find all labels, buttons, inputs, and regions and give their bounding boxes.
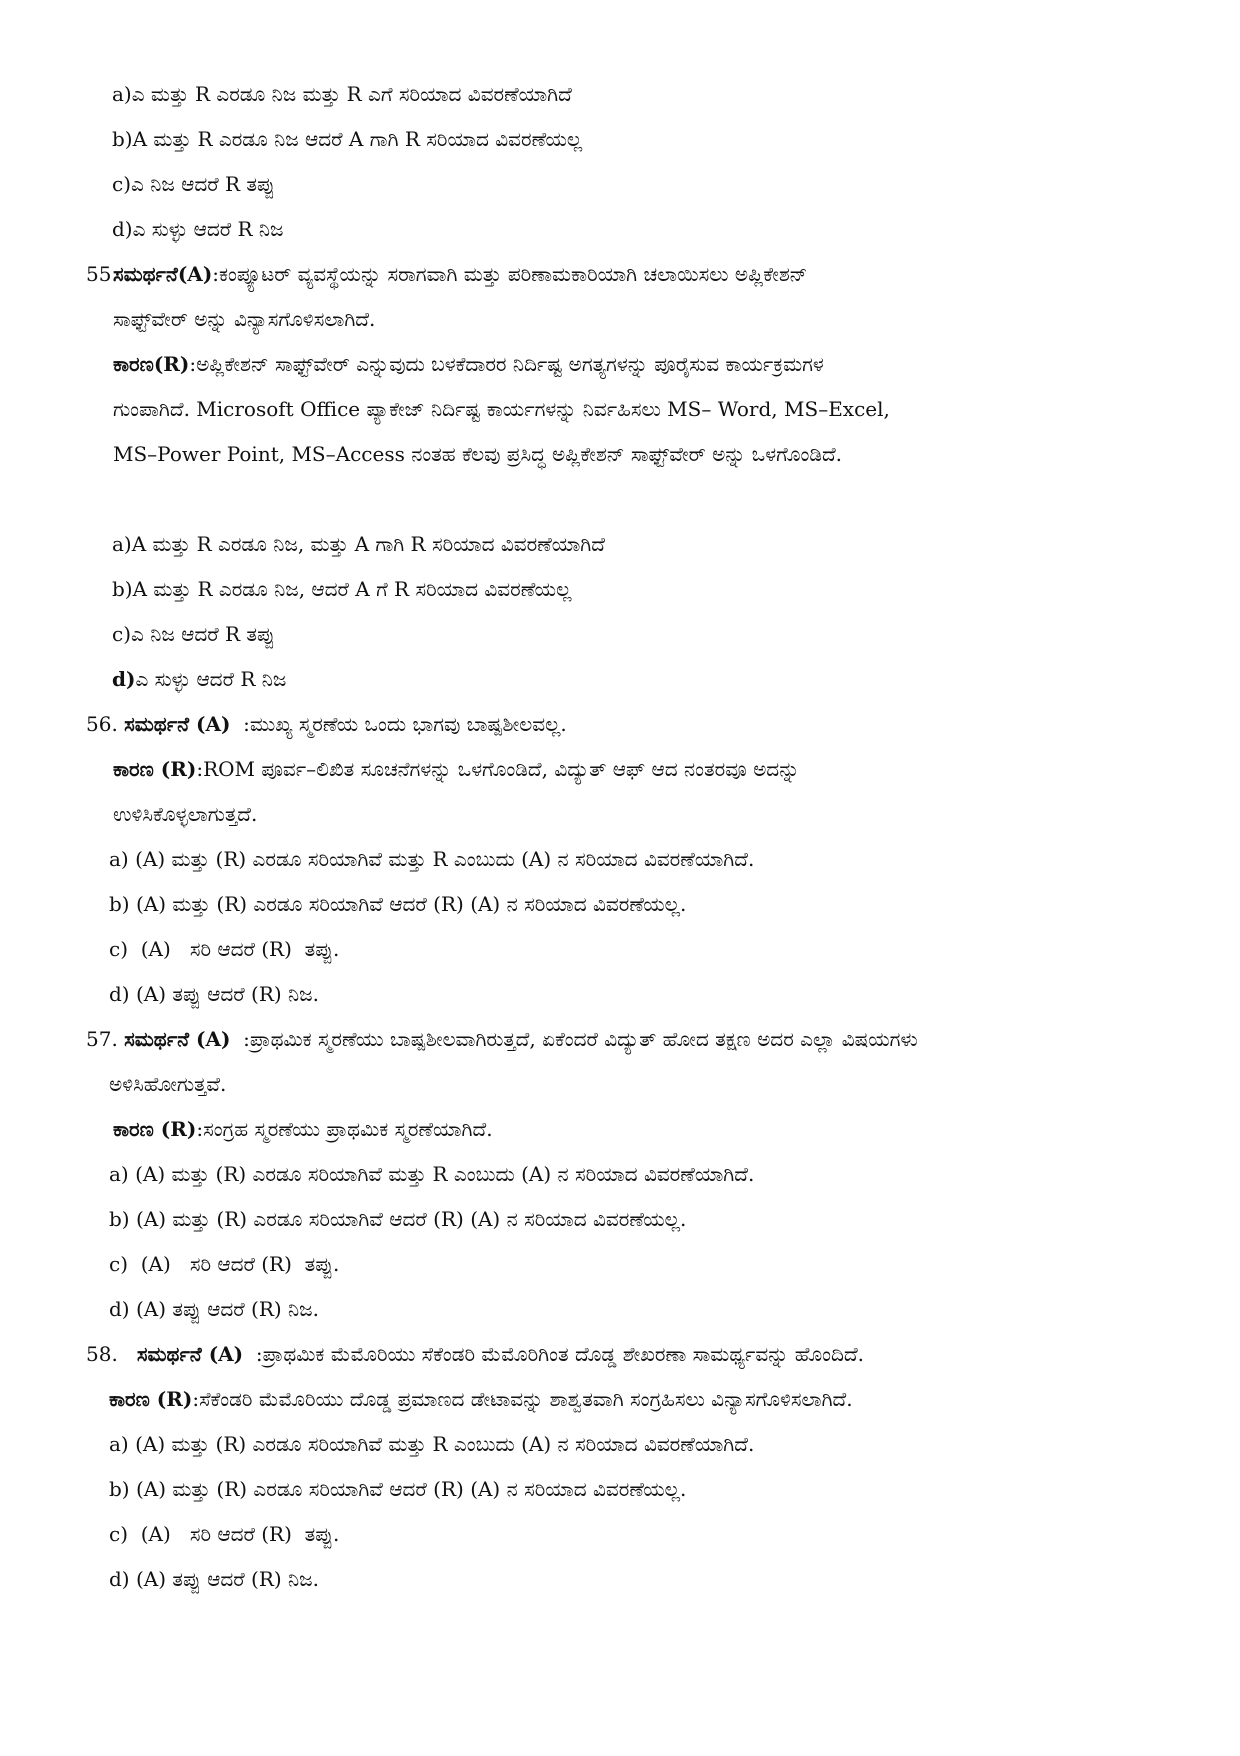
option-label: a) <box>109 1162 129 1186</box>
reason-text: :ಅಪ್ಲಿಕೇಶನ್ ಸಾಫ್ಟ್‌ವೇರ್ ಎನ್ನುವುದು ಬಳಕೆದಾರರ ನಿರ್ದಿಷ್ಟ ಅಗತ್ಯಗಳನ್ನು ಪೂರೈಸುವ ಕಾರ್ಯಕ್ರಮಗಳ <box>189 352 824 376</box>
option-a <box>0 1152 1240 1197</box>
option-a <box>0 522 1240 567</box>
assertion-text: :ಮುಖ್ಯ ಸ್ಮರಣೆಯ ಒಂದು ಭಾಗವು ಬಾಷ್ಪಶೀಲವಲ್ಲ. <box>230 712 567 736</box>
option-text: A ಮತ್ತು R ಎರಡೂ ನಿಜ, ಮತ್ತು A ಗಾಗಿ R ಸರಿಯಾದ ವಿವರಣೆಯಾಗಿದೆ <box>131 532 605 556</box>
option-label: c) <box>109 1252 129 1276</box>
option-label: c) <box>109 937 129 961</box>
blank-line <box>0 477 1240 522</box>
option-text: ಎ ಸುಳ್ಳು ಆದರೆ R ನಿಜ <box>135 667 287 691</box>
option-b <box>0 882 1240 927</box>
option-label: c) <box>112 172 132 196</box>
question-57-reason <box>0 1107 1240 1152</box>
assertion-text: :ಕಂಪ್ಯೂಟರ್ ವ್ಯವಸ್ಥೆಯನ್ನು ಸರಾಗವಾಗಿ ಮತ್ತು ಪರಿಣಾಮಕಾರಿಯಾಗಿ ಚಲಾಯಿಸಲು ಅಪ್ಲಿಕೇಶನ್ <box>212 262 808 286</box>
option-c <box>0 1242 1240 1287</box>
option-a <box>0 837 1240 882</box>
option-text: A ಮತ್ತು R ಎರಡೂ ನಿಜ, ಆದರೆ A ಗೆ R ಸರಿಯಾದ ವಿವರಣೆಯಲ್ಲ <box>132 577 572 601</box>
reason-label: ಕಾರಣ (R) <box>109 1387 193 1411</box>
option-a <box>0 1422 1240 1467</box>
option-text: (A) ತಪ್ಪು ಆದರೆ (R) ನಿಜ. <box>135 1297 319 1321</box>
reason-label: ಕಾರಣ (R) <box>113 757 197 781</box>
reason-text: :ಸೆಕೆಂಡರಿ ಮೆಮೊರಿಯು ದೊಡ್ಡ ಪ್ರಮಾಣದ ಡೇಟಾವನ್ನು ಶಾಶ್ವತವಾಗಿ ಸಂಗ್ರಹಿಸಲು ವಿನ್ಯಾಸಗೊಳಿಸಲಾಗಿದೆ. <box>192 1387 853 1411</box>
option-b <box>0 1197 1240 1242</box>
option-b <box>0 1467 1240 1512</box>
option-d <box>0 1287 1240 1332</box>
question-57-assertion <box>0 1017 1240 1062</box>
assertion-label: ಸಮರ್ಥನೆ (A) <box>124 1027 231 1051</box>
option-text: (A) ಸರಿ ಆದರೆ (R) ತಪ್ಪು. <box>134 1522 340 1546</box>
option-label: a) <box>109 847 129 871</box>
option-d <box>0 207 1240 252</box>
question-58-reason <box>0 1377 1240 1422</box>
option-label: b) <box>109 1477 130 1501</box>
option-label: c) <box>109 1522 129 1546</box>
option-c <box>0 612 1240 657</box>
option-text: ಎ ಸುಳ್ಳು ಆದರೆ R ನಿಜ <box>132 217 284 241</box>
question-55-assertion <box>0 252 1240 297</box>
document-page <box>0 72 1240 1602</box>
reason-label: ಕಾರಣ (R) <box>113 1117 197 1141</box>
question-number: 58. <box>86 1342 118 1366</box>
reason-label: ಕಾರಣ(R) <box>113 352 190 376</box>
assertion-text: :ಪ್ರಾಥಮಿಕ ಮೆಮೊರಿಯು ಸೆಕೆಂಡರಿ ಮೆಮೊರಿಗಿಂತ ದೊಡ್ಡ ಶೇಖರಣಾ ಸಾಮರ್ಥ್ಯವನ್ನು ಹೊಂದಿದೆ. <box>243 1342 865 1366</box>
question-number: 55. <box>86 262 118 286</box>
option-label: d) <box>112 667 136 691</box>
option-text: (A) ಸರಿ ಆದರೆ (R) ತಪ್ಪು. <box>134 937 340 961</box>
assertion-label: ಸಮರ್ಥನೆ (A) <box>136 1342 244 1366</box>
option-label: b) <box>112 127 133 151</box>
assertion-continued: ಅಳಿಸಿಹೋಗುತ್ತವೆ. <box>109 1072 227 1096</box>
question-number: 57. <box>86 1027 118 1051</box>
option-label: a) <box>112 532 132 556</box>
option-d <box>0 657 1240 702</box>
option-d <box>0 1557 1240 1602</box>
option-text: (A) ಮತ್ತು (R) ಎರಡೂ ಸರಿಯಾಗಿವೆ ಮತ್ತು R ಎಂಬುದು (A) ನ ಸರಿಯಾದ ವಿವರಣೆಯಾಗಿದೆ. <box>135 847 755 871</box>
assertion-label: ಸಮರ್ಥನೆ (A) <box>124 712 231 736</box>
option-text: (A) ತಪ್ಪು ಆದರೆ (R) ನಿಜ. <box>135 982 319 1006</box>
option-label: d) <box>109 982 130 1006</box>
question-number: 56. <box>86 712 118 736</box>
option-label: a) <box>112 82 132 106</box>
option-c <box>0 162 1240 207</box>
option-b <box>0 567 1240 612</box>
option-text: ಎ ಮತ್ತು R ಎರಡೂ ನಿಜ ಮತ್ತು R ಎಗೆ ಸರಿಯಾದ ವಿವರಣೆಯಾಗಿದೆ <box>131 82 572 106</box>
option-label: d) <box>112 217 133 241</box>
option-text: (A) ಮತ್ತು (R) ಎರಡೂ ಸರಿಯಾಗಿವೆ ಆದರೆ (R) (A) ನ ಸರಿಯಾದ ವಿವರಣೆಯಲ್ಲ. <box>135 1207 687 1231</box>
option-text: A ಮತ್ತು R ಎರಡೂ ನಿಜ ಆದರೆ A ಗಾಗಿ R ಸರಿಯಾದ ವಿವರಣೆಯಲ್ಲ <box>132 127 583 151</box>
option-label: c) <box>112 622 132 646</box>
option-text: ಎ ನಿಜ ಆದರೆ R ತಪ್ಪು <box>131 622 275 646</box>
assertion-text: :ಪ್ರಾಥಮಿಕ ಸ್ಮರಣೆಯು ಬಾಷ್ಪಶೀಲವಾಗಿರುತ್ತದೆ, ಏಕೆಂದರೆ ವಿದ್ಯುತ್ ಹೋದ ತಕ್ಷಣ ಅದರ ಎಲ್ಲಾ ವಿಷಯಗಳು <box>230 1027 918 1051</box>
reason-text: :ROM ಪೂರ್ವ–ಲಿಖಿತ ಸೂಚನೆಗಳನ್ನು ಒಳಗೊಂಡಿದೆ, ವಿದ್ಯುತ್ ಆಫ್ ಆದ ನಂತರವೂ ಅದನ್ನು <box>196 757 800 781</box>
reason-text: :ಸಂಗ್ರಹ ಸ್ಮರಣೆಯು ಪ್ರಾಥಮಿಕ ಸ್ಮರಣೆಯಾಗಿದೆ. <box>196 1117 493 1141</box>
option-b <box>0 117 1240 162</box>
option-text: (A) ತಪ್ಪು ಆದರೆ (R) ನಿಜ. <box>135 1567 319 1591</box>
option-a <box>0 72 1240 117</box>
option-label: d) <box>109 1297 130 1321</box>
option-label: b) <box>112 577 133 601</box>
option-label: b) <box>109 892 130 916</box>
option-text: (A) ಸರಿ ಆದರೆ (R) ತಪ್ಪು. <box>134 1252 340 1276</box>
option-label: b) <box>109 1207 130 1231</box>
assertion-label: ಸಮರ್ಥನೆ(A) <box>113 262 213 286</box>
question-56-reason <box>0 747 1240 792</box>
option-text: (A) ಮತ್ತು (R) ಎರಡೂ ಸರಿಯಾಗಿವೆ ಮತ್ತು R ಎಂಬುದು (A) ನ ಸರಿಯಾದ ವಿವರಣೆಯಾಗಿದೆ. <box>135 1162 755 1186</box>
option-d <box>0 972 1240 1017</box>
reason-continued: ಉಳಿಸಿಕೊಳ್ಳಲಾಗುತ್ತದೆ. <box>113 802 258 826</box>
assertion-continued: ಸಾಫ್ಟ್‌ವೇರ್ ಅನ್ನು ವಿನ್ಯಾಸಗೊಳಿಸಲಾಗಿದೆ. <box>113 307 376 331</box>
option-text: (A) ಮತ್ತು (R) ಎರಡೂ ಸರಿಯಾಗಿವೆ ಮತ್ತು R ಎಂಬುದು (A) ನ ಸರಿಯಾದ ವಿವರಣೆಯಾಗಿದೆ. <box>135 1432 755 1456</box>
question-58-assertion <box>0 1332 1240 1377</box>
option-text: (A) ಮತ್ತು (R) ಎರಡೂ ಸರಿಯಾಗಿವೆ ಆದರೆ (R) (A) ನ ಸರಿಯಾದ ವಿವರಣೆಯಲ್ಲ. <box>135 892 687 916</box>
reason-continued: ಗುಂಪಾಗಿದೆ. Microsoft Office ಪ್ಯಾಕೇಜ್ ನಿರ್ದಿಷ್ಟ ಕಾರ್ಯಗಳನ್ನು ನಿರ್ವಹಿಸಲು MS– Word, MS–Excel, <box>113 397 890 421</box>
option-c <box>0 927 1240 972</box>
option-text: ಎ ನಿಜ ಆದರೆ R ತಪ್ಪು <box>131 172 275 196</box>
question-56-assertion <box>0 702 1240 747</box>
option-text: (A) ಮತ್ತು (R) ಎರಡೂ ಸರಿಯಾಗಿವೆ ಆದರೆ (R) (A) ನ ಸರಿಯಾದ ವಿವರಣೆಯಲ್ಲ. <box>135 1477 687 1501</box>
option-c <box>0 1512 1240 1557</box>
reason-continued: MS–Power Point, MS–Access ನಂತಹ ಕೆಲವು ಪ್ರಸಿದ್ಧ ಅಪ್ಲಿಕೇಶನ್ ಸಾಫ್ಟ್‌ವೇರ್ ಅನ್ನು ಒಳಗೊಂಡಿದೆ. <box>113 442 843 466</box>
option-label: d) <box>109 1567 130 1591</box>
question-55-reason <box>0 342 1240 387</box>
option-label: a) <box>109 1432 129 1456</box>
